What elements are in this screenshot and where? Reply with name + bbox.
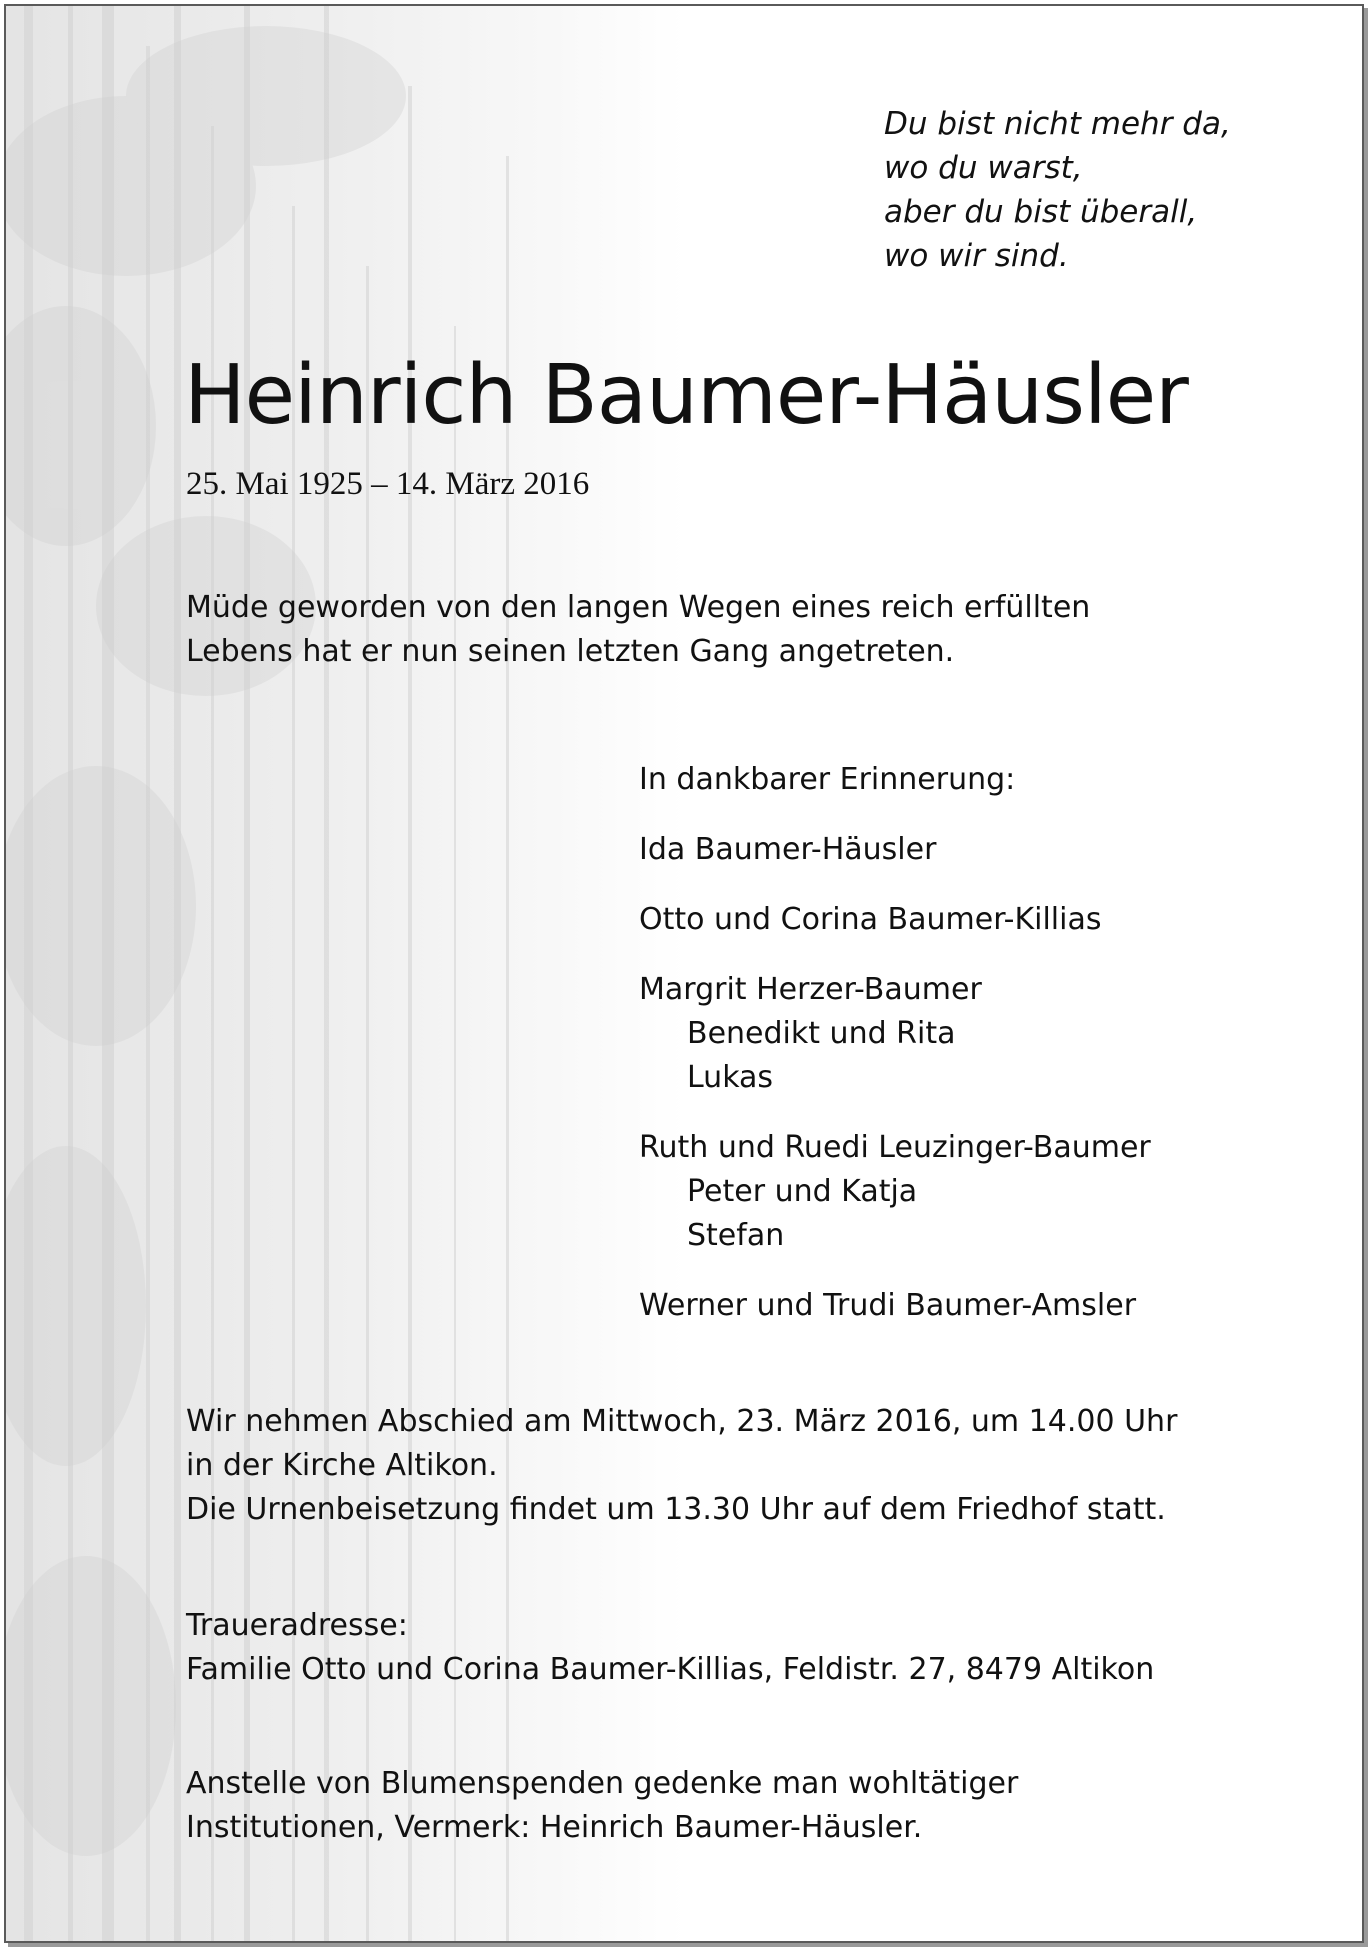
mourners-heading: In dankbarer Erinnerung: — [639, 762, 1016, 797]
address-label: Traueradresse: — [186, 1608, 408, 1643]
life-dates: 25. Mai 1925 – 14. März 2016 — [186, 466, 590, 502]
poem-line: Du bist nicht mehr da, — [884, 106, 1231, 142]
intro-line: Müde geworden von den langen Wegen eines reich erfüllten — [186, 590, 1091, 625]
intro-line: Lebens hat er nun seinen letzten Gang angetreten. — [186, 634, 955, 669]
donation-line: Institutionen, Vermerk: Heinrich Baumer-Häusler. — [186, 1810, 923, 1845]
mourner-entry: Ida Baumer-Häusler — [639, 832, 937, 867]
poem-line: wo wir sind. — [884, 238, 1069, 274]
mourner-entry: Margrit Herzer-Baumer — [639, 972, 982, 1007]
service-line: Wir nehmen Abschied am Mittwoch, 23. März 2016, um 14.00 Uhr — [186, 1404, 1178, 1439]
address-value: Familie Otto und Corina Baumer-Killias, Feldistr. 27, 8479 Altikon — [186, 1652, 1155, 1687]
poem — [884, 102, 1231, 278]
donation-note — [186, 1762, 1018, 1850]
poem-line: aber du bist überall, — [884, 194, 1198, 230]
service-line: in der Kirche Altikon. — [186, 1448, 498, 1483]
mourner-child: Benedikt und Rita — [687, 1016, 956, 1051]
mourner-child: Stefan — [687, 1218, 785, 1253]
mourner-entry: Werner und Trudi Baumer-Amsler — [639, 1288, 1137, 1323]
mourner-child: Peter und Katja — [687, 1174, 918, 1209]
mourners-list — [639, 758, 1151, 1328]
mourner-entry: Ruth und Ruedi Leuzinger-Baumer — [639, 1130, 1151, 1165]
donation-line: Anstelle von Blumenspenden gedenke man wohltätiger — [186, 1766, 1019, 1801]
obituary-notice — [4, 4, 1364, 1943]
poem-line: wo du warst, — [884, 150, 1083, 186]
service-info — [186, 1400, 1177, 1532]
mourner-child: Lukas — [687, 1060, 774, 1095]
intro-text — [186, 586, 1090, 674]
service-line: Die Urnenbeisetzung findet um 13.30 Uhr auf dem Friedhof statt. — [186, 1492, 1166, 1527]
deceased-name: Heinrich Baumer-Häusler — [184, 348, 1188, 443]
mourning-address — [186, 1604, 1154, 1692]
mourner-entry: Otto und Corina Baumer-Killias — [639, 902, 1102, 937]
